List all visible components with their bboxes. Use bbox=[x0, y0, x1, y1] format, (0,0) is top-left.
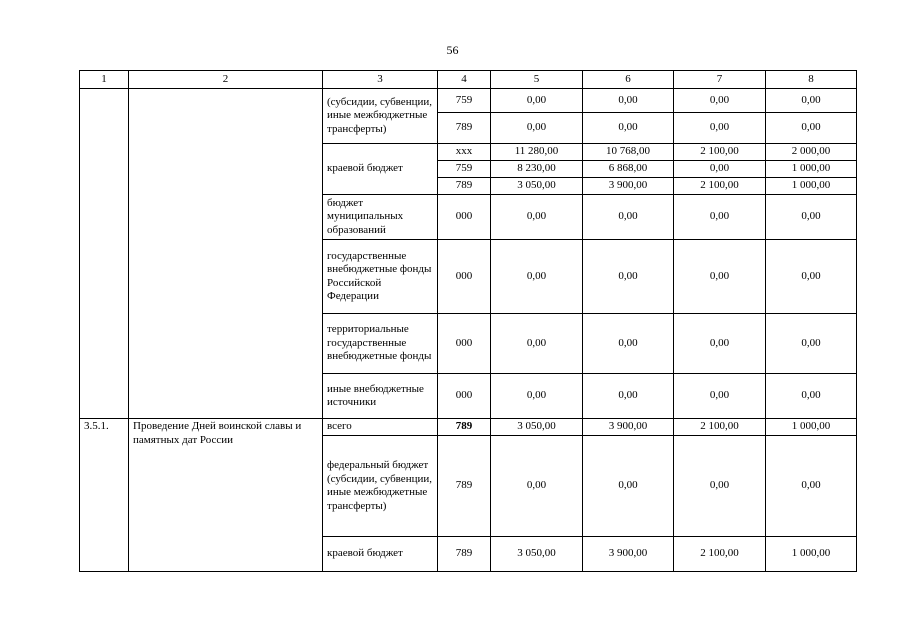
header-cell: 3 bbox=[323, 71, 438, 89]
budget-code-cell: 759 bbox=[438, 161, 491, 178]
budget-table bbox=[79, 70, 857, 572]
budget-code-cell: 000 bbox=[438, 195, 491, 240]
amount-cell: 0,00 bbox=[766, 436, 857, 537]
table-body bbox=[80, 89, 857, 572]
amount-cell: 2 100,00 bbox=[674, 537, 766, 572]
amount-cell: 3 050,00 bbox=[491, 537, 583, 572]
budget-code-cell: 789 bbox=[438, 436, 491, 537]
table-header-row bbox=[80, 71, 857, 89]
item-number-cell: 3.5.1. bbox=[80, 419, 129, 572]
amount-cell: 1 000,00 bbox=[766, 178, 857, 195]
item-number-cell bbox=[80, 89, 129, 419]
header-cell: 4 bbox=[438, 71, 491, 89]
amount-cell: 3 900,00 bbox=[583, 419, 674, 436]
header-cell: 2 bbox=[129, 71, 323, 89]
amount-cell: 0,00 bbox=[674, 195, 766, 240]
amount-cell: 3 900,00 bbox=[583, 178, 674, 195]
amount-cell: 0,00 bbox=[491, 113, 583, 144]
header-cell: 7 bbox=[674, 71, 766, 89]
budget-code-cell: 000 bbox=[438, 240, 491, 314]
amount-cell: 2 000,00 bbox=[766, 144, 857, 161]
amount-cell: 0,00 bbox=[674, 161, 766, 178]
amount-cell: 0,00 bbox=[766, 113, 857, 144]
amount-cell: 6 868,00 bbox=[583, 161, 674, 178]
amount-cell: 0,00 bbox=[674, 113, 766, 144]
funding-source-cell: бюджет муниципальных образований bbox=[323, 195, 438, 240]
item-name-cell bbox=[129, 89, 323, 419]
amount-cell: 0,00 bbox=[491, 89, 583, 113]
header-cell: 6 bbox=[583, 71, 674, 89]
amount-cell: 0,00 bbox=[766, 314, 857, 374]
budget-code-cell: 789 bbox=[438, 178, 491, 195]
amount-cell: 2 100,00 bbox=[674, 419, 766, 436]
amount-cell: 1 000,00 bbox=[766, 537, 857, 572]
header-cell: 8 bbox=[766, 71, 857, 89]
budget-code-cell: 000 bbox=[438, 374, 491, 419]
budget-code-cell: 789 bbox=[438, 537, 491, 572]
amount-cell: 0,00 bbox=[583, 436, 674, 537]
amount-cell: 0,00 bbox=[491, 436, 583, 537]
header-cell: 5 bbox=[491, 71, 583, 89]
amount-cell: 0,00 bbox=[491, 374, 583, 419]
budget-code-cell: 789 bbox=[438, 419, 491, 436]
page-number: 56 bbox=[446, 43, 459, 57]
amount-cell: 1 000,00 bbox=[766, 161, 857, 178]
funding-source-cell: краевой бюджет bbox=[323, 144, 438, 195]
amount-cell: 3 050,00 bbox=[491, 178, 583, 195]
funding-source-cell: всего bbox=[323, 419, 438, 436]
amount-cell: 0,00 bbox=[766, 89, 857, 113]
amount-cell: 0,00 bbox=[674, 436, 766, 537]
funding-source-cell: иные внебюджетные источники bbox=[323, 374, 438, 419]
amount-cell: 0,00 bbox=[583, 240, 674, 314]
amount-cell: 0,00 bbox=[583, 113, 674, 144]
amount-cell: 2 100,00 bbox=[674, 178, 766, 195]
funding-source-cell: федеральный бюджет (субсидии, субвенции, иные межбюджетные трансферты) bbox=[323, 436, 438, 537]
header-cell: 1 bbox=[80, 71, 129, 89]
funding-source-cell: государственные внебюджетные фонды Российской Федерации bbox=[323, 240, 438, 314]
budget-code-cell: 789 bbox=[438, 113, 491, 144]
amount-cell: 3 050,00 bbox=[491, 419, 583, 436]
amount-cell: 11 280,00 bbox=[491, 144, 583, 161]
funding-source-cell: территориальные государственные внебюджетные фонды bbox=[323, 314, 438, 374]
item-name-cell: Проведение Дней воинской славы и памятных дат России bbox=[129, 419, 323, 572]
budget-code-cell: 000 bbox=[438, 314, 491, 374]
amount-cell: 0,00 bbox=[674, 374, 766, 419]
amount-cell: 0,00 bbox=[766, 240, 857, 314]
amount-cell: 0,00 bbox=[674, 89, 766, 113]
table-row bbox=[80, 419, 857, 436]
amount-cell: 0,00 bbox=[583, 314, 674, 374]
amount-cell: 8 230,00 bbox=[491, 161, 583, 178]
amount-cell: 0,00 bbox=[766, 195, 857, 240]
amount-cell: 0,00 bbox=[674, 240, 766, 314]
amount-cell: 2 100,00 bbox=[674, 144, 766, 161]
amount-cell: 0,00 bbox=[583, 374, 674, 419]
amount-cell: 3 900,00 bbox=[583, 537, 674, 572]
amount-cell: 1 000,00 bbox=[766, 419, 857, 436]
amount-cell: 0,00 bbox=[491, 314, 583, 374]
budget-code-cell: 759 bbox=[438, 89, 491, 113]
table-row bbox=[80, 89, 857, 113]
amount-cell: 0,00 bbox=[583, 195, 674, 240]
funding-source-cell: краевой бюджет bbox=[323, 537, 438, 572]
amount-cell: 0,00 bbox=[674, 314, 766, 374]
amount-cell: 0,00 bbox=[491, 240, 583, 314]
amount-cell: 0,00 bbox=[491, 195, 583, 240]
amount-cell: 10 768,00 bbox=[583, 144, 674, 161]
amount-cell: 0,00 bbox=[766, 374, 857, 419]
funding-source-cell: (субсидии, субвенции, иные межбюджетные трансферты) bbox=[323, 89, 438, 144]
budget-code-cell: ххх bbox=[438, 144, 491, 161]
amount-cell: 0,00 bbox=[583, 89, 674, 113]
